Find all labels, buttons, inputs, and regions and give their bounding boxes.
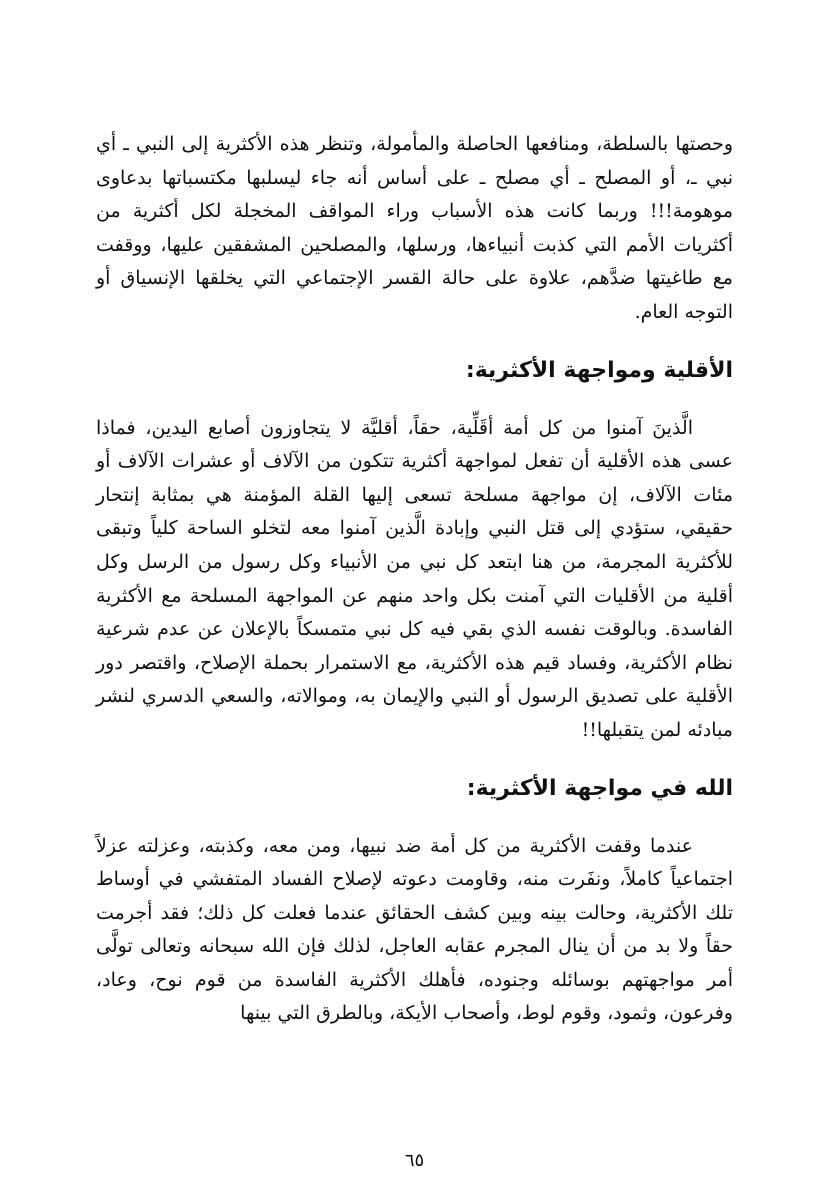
page-body	[96, 128, 733, 1031]
paragraph-intro: وحصتها بالسلطة، ومنافعها الحاصلة والمأمولة، وتنظر هذه الأكثرية إلى النبي ـ أي نبي ـ، أو المصلح ـ أي مصلح ـ على أساس أنه جاء ليسلبها مكتسباتها بدعاوى موهومة!!! وربما كانت هذه الأسباب وراء المواقف المخجلة لكل أكثرية من أكثريات الأمم التي كذبت أنبياءها، ورسلها، والمصلحين المشفقين عليها، ووقفت مع طاغيتها ضدَّهم، علاوة على حالة القسر الإجتماعي التي يخلقها الإنسياق أو التوجه العام.	[96, 133, 733, 323]
section-heading-minority: الأقلية ومواجهة الأكثرية:	[465, 357, 733, 383]
paragraph-minority: الَّذينَ آمنوا من كل أمة أقَلِّية، حقاً، أقليَّة لا يتجاوزون أصابع اليدين، فماذا عسى هذه الأقلية أن تفعل لمواجهة أكثرية تتكون من الآلاف أو عشرات الآلاف أو مئات الآلاف، إن مواجهة مسلحة تسعى إليها القلة المؤمنة هي بمثابة إنتحار حقيقي، ستؤدي إلى قتل النبي وإبادة الَّذين آمنوا معه لتخلو الساحة كلياً وتبقى للأكثرية المجرمة، من هنا ابتعد كل نبي من الأنبياء وكل رسول من الرسل وكل أقلية من الأقليات التي آمنت بكل واحد منهم عن المواجهة المسلحة مع الأكثرية الفاسدة. وبالوقت نفسه الذي بقي فيه كل نبي متمسكاً بالإعلان عن عدم شرعية نظام الأكثرية، وفساد قيم هذه الأكثرية، مع الاستمرار بحملة الإصلاح، واقتصر دور الأقلية على تصديق الرسول أو النبي والإيمان به، وموالاته، والسعي الدسري لنشر مبادئه لمن يتقبلها!!	[96, 416, 733, 741]
page-number: ٦٥	[404, 1150, 425, 1171]
section-heading-god: الله في مواجهة الأكثرية:	[466, 775, 733, 801]
paragraph-god: عندما وقفت الأكثرية من كل أمة ضد نبيها، ومن معه، وكذبته، وعزلته عزلاً اجتماعياً كاملاً، ونفَرت منه، وقاومت دعوته لإصلاح الفساد المتفشي في أوساط تلك الأكثرية، وحالت بينه وبين كشف الحقائق عندما فعلت كل ذلك؛ فقد أجرمت حقاً ولا بد من أن ينال المجرم عقابه العاجل، لذلك فإن الله سبحانه وتعالى تولَّى أمر مواجهتهم بوسائله وجنوده، فأهلك الأكثرية الفاسدة من قوم نوح، وعاد، وفرعون، وثمود، وقوم لوط، وأصحاب الأيكة، وبالطرق التي بينها	[96, 834, 733, 1025]
